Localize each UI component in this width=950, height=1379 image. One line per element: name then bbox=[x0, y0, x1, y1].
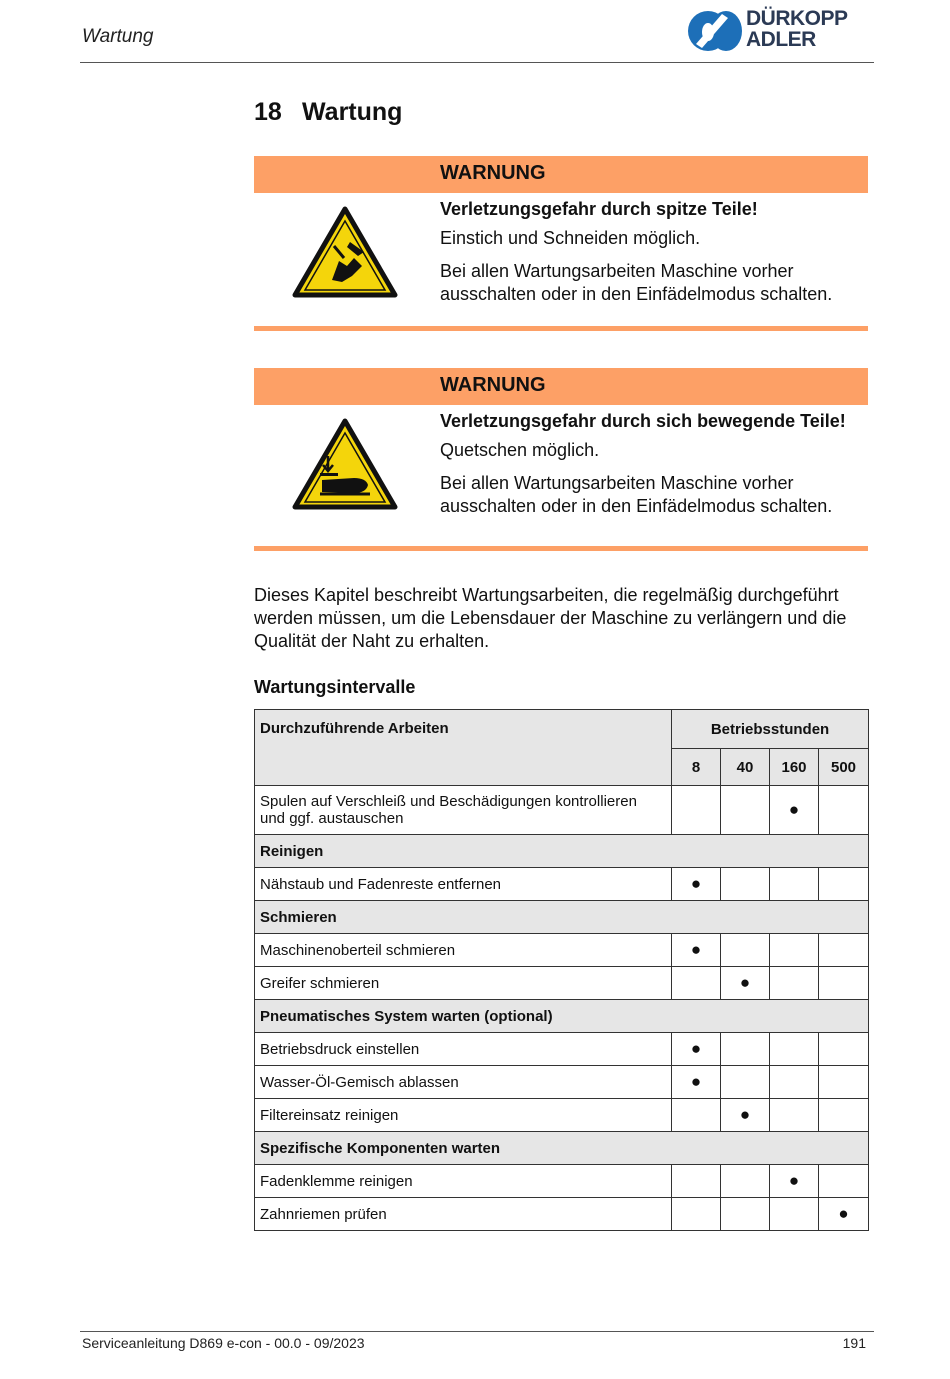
interval-mark: ● bbox=[721, 1099, 770, 1132]
duerkopp-adler-logo bbox=[686, 8, 872, 54]
interval-cell-empty bbox=[672, 1099, 721, 1132]
interval-mark: ● bbox=[672, 934, 721, 967]
section-label: Spezifische Komponenten warten bbox=[255, 1132, 869, 1165]
task-label: Filtereinsatz reinigen bbox=[255, 1099, 672, 1132]
interval-cell-empty bbox=[770, 967, 819, 1000]
warning-headline: Verletzungsgefahr durch sich bewegende Teile! bbox=[440, 411, 846, 431]
interval-cell-empty bbox=[672, 786, 721, 835]
section-label: Schmieren bbox=[255, 901, 869, 934]
interval-cell-empty bbox=[819, 934, 869, 967]
interval-cell-empty bbox=[770, 1198, 819, 1231]
task-label: Nähstaub und Fadenreste entfernen bbox=[255, 868, 672, 901]
warning-bar bbox=[254, 368, 868, 405]
column-header-hours: Betriebsstunden bbox=[672, 710, 869, 749]
warning-box-pointed-parts bbox=[254, 156, 868, 334]
interval-cell-empty bbox=[770, 868, 819, 901]
table-row bbox=[255, 934, 869, 967]
table-row bbox=[255, 1033, 869, 1066]
interval-mark: ● bbox=[770, 1165, 819, 1198]
table-section-row bbox=[255, 1000, 869, 1033]
table-row bbox=[255, 786, 869, 835]
footer-document-title: Serviceanleitung D869 e-con - 00.0 - 09/2023 bbox=[82, 1335, 365, 1351]
interval-cell-empty bbox=[770, 1099, 819, 1132]
task-label: Spulen auf Verschleiß und Beschädigungen kontrollieren und ggf. austauschen bbox=[255, 786, 672, 835]
maintenance-interval-table bbox=[254, 709, 869, 1231]
warning-instruction: Bei allen Wartungsarbeiten Maschine vorher ausschalten oder in den Einfädelmodus schalten. bbox=[440, 261, 833, 304]
interval-cell-empty bbox=[721, 786, 770, 835]
column-header-hours-value: 40 bbox=[721, 749, 770, 786]
warning-instruction: Bei allen Wartungsarbeiten Maschine vorher ausschalten oder in den Einfädelmodus schalten. bbox=[440, 473, 833, 516]
warning-label: WARNUNG bbox=[440, 162, 546, 184]
warning-consequence: Einstich und Schneiden möglich. bbox=[440, 228, 701, 248]
table-row bbox=[255, 1099, 869, 1132]
interval-cell-empty bbox=[721, 934, 770, 967]
interval-mark: ● bbox=[721, 967, 770, 1000]
warning-label: WARNUNG bbox=[440, 374, 546, 396]
task-label: Maschinenoberteil schmieren bbox=[255, 934, 672, 967]
table-body bbox=[255, 786, 869, 1231]
warning-bottom-bar bbox=[254, 546, 868, 551]
table-row bbox=[255, 967, 869, 1000]
interval-mark: ● bbox=[819, 1198, 869, 1231]
interval-cell-empty bbox=[770, 934, 819, 967]
interval-cell-empty bbox=[672, 1165, 721, 1198]
table-row bbox=[255, 1198, 869, 1231]
interval-cell-empty bbox=[819, 1033, 869, 1066]
interval-cell-empty bbox=[819, 967, 869, 1000]
logo-line-1: DÜRKOPP bbox=[746, 7, 848, 30]
interval-mark: ● bbox=[770, 786, 819, 835]
interval-cell-empty bbox=[721, 1033, 770, 1066]
interval-cell-empty bbox=[672, 1198, 721, 1231]
task-label: Fadenklemme reinigen bbox=[255, 1165, 672, 1198]
task-label: Wasser-Öl-Gemisch ablassen bbox=[255, 1066, 672, 1099]
chapter-heading bbox=[254, 98, 402, 127]
chapter-title: Wartung bbox=[302, 98, 403, 126]
interval-mark: ● bbox=[672, 1066, 721, 1099]
table-row bbox=[255, 1066, 869, 1099]
interval-mark: ● bbox=[672, 868, 721, 901]
warning-box-moving-parts bbox=[254, 368, 868, 554]
warning-text bbox=[440, 410, 868, 518]
interval-cell-empty bbox=[770, 1066, 819, 1099]
interval-cell-empty bbox=[721, 1165, 770, 1198]
table-row bbox=[255, 1165, 869, 1198]
column-header-hours-value: 8 bbox=[672, 749, 721, 786]
section-label: Pneumatisches System warten (optional) bbox=[255, 1000, 869, 1033]
interval-cell-empty bbox=[819, 868, 869, 901]
column-header-work: Durchzuführende Arbeiten bbox=[255, 710, 672, 786]
table-section-row bbox=[255, 901, 869, 934]
pointed-parts-warning-icon bbox=[292, 206, 398, 298]
task-label: Greifer schmieren bbox=[255, 967, 672, 1000]
table-section-row bbox=[255, 835, 869, 868]
interval-cell-empty bbox=[672, 967, 721, 1000]
crush-hazard-warning-icon bbox=[292, 418, 398, 510]
interval-cell-empty bbox=[819, 1066, 869, 1099]
task-label: Betriebsdruck einstellen bbox=[255, 1033, 672, 1066]
logo-mark-icon bbox=[686, 8, 746, 54]
warning-consequence: Quetschen möglich. bbox=[440, 440, 600, 460]
section-label: Reinigen bbox=[255, 835, 869, 868]
warning-text bbox=[440, 198, 868, 306]
interval-cell-empty bbox=[770, 1033, 819, 1066]
chapter-number: 18 bbox=[254, 98, 282, 126]
footer-page-number: 191 bbox=[842, 1335, 866, 1351]
interval-mark: ● bbox=[672, 1033, 721, 1066]
interval-cell-empty bbox=[721, 1066, 770, 1099]
warning-bar bbox=[254, 156, 868, 193]
interval-cell-empty bbox=[819, 1165, 869, 1198]
column-header-hours-value: 500 bbox=[819, 749, 869, 786]
warning-headline: Verletzungsgefahr durch spitze Teile! bbox=[440, 199, 758, 219]
footer-rule bbox=[80, 1331, 874, 1332]
logo-wordmark bbox=[746, 8, 848, 50]
interval-cell-empty bbox=[721, 868, 770, 901]
column-header-hours-value: 160 bbox=[770, 749, 819, 786]
interval-cell-empty bbox=[721, 1198, 770, 1231]
interval-cell-empty bbox=[819, 786, 869, 835]
running-header-title: Wartung bbox=[82, 26, 154, 47]
intro-paragraph: Dieses Kapitel beschreibt Wartungsarbeiten, die regelmäßig durchgeführt werden müssen, um die Lebensdauer der Maschine zu verlängern und die Qualität der Naht zu erhalten. bbox=[254, 585, 847, 651]
table-section-row bbox=[255, 1132, 869, 1165]
header-rule bbox=[80, 62, 874, 63]
interval-cell-empty bbox=[819, 1099, 869, 1132]
logo-line-2: ADLER bbox=[746, 28, 816, 51]
section-subheading: Wartungsintervalle bbox=[254, 677, 416, 697]
warning-bottom-bar bbox=[254, 326, 868, 331]
table-row bbox=[255, 868, 869, 901]
task-label: Zahnriemen prüfen bbox=[255, 1198, 672, 1231]
